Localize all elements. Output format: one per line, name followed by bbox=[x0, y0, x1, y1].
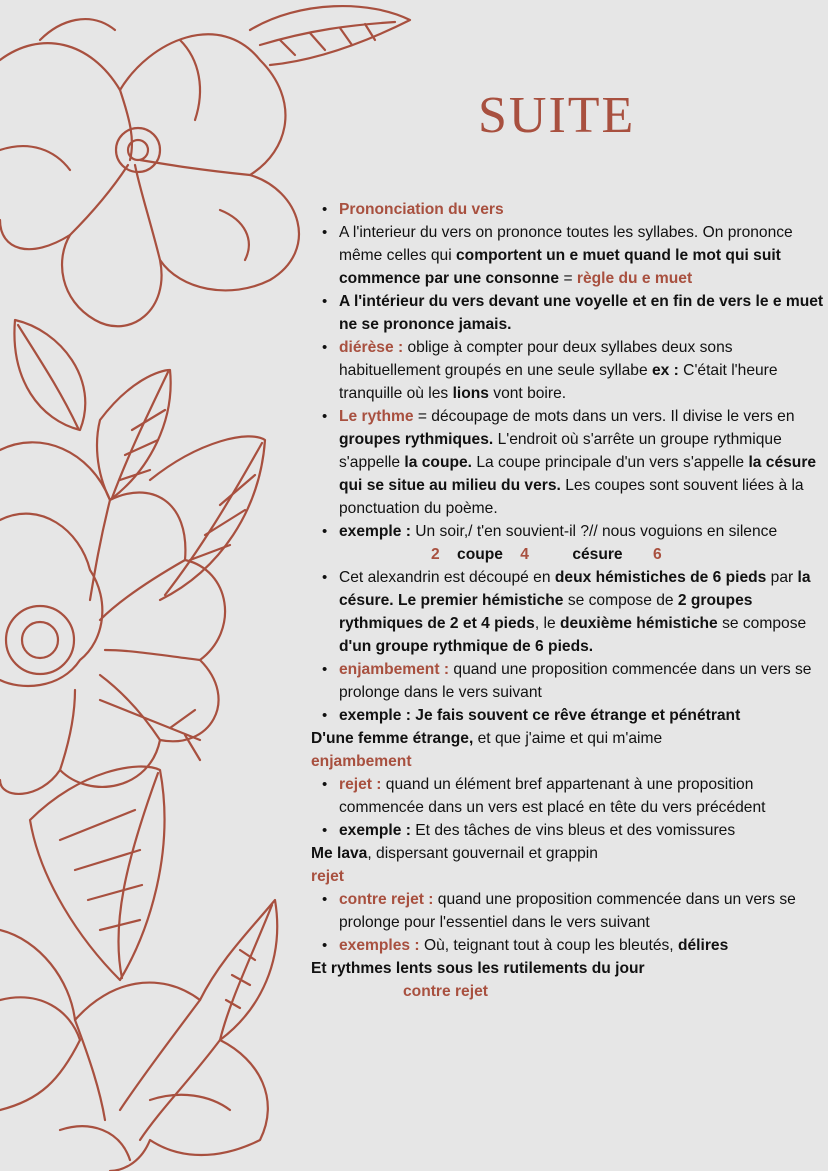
notes-list-4 bbox=[311, 888, 828, 957]
scan-label: césure bbox=[572, 546, 623, 563]
verse-caption bbox=[311, 750, 828, 773]
bold-text: la césure qui se situe au milieu du vers. bbox=[339, 454, 817, 494]
bold-text: deux hémistiches de 6 pieds bbox=[554, 569, 767, 586]
list-item bbox=[339, 198, 828, 221]
rule-term: règle du e muet bbox=[576, 270, 693, 287]
notes-list-2 bbox=[311, 566, 828, 727]
list-item bbox=[339, 520, 828, 543]
text: Et des tâches de vins bleus et des vomissures bbox=[410, 822, 736, 839]
caption-enjambement: enjambement bbox=[311, 753, 412, 770]
list-item bbox=[339, 704, 828, 727]
scan-label: coupe bbox=[457, 546, 503, 563]
list-item bbox=[339, 888, 828, 934]
text: quand un élément bref appartenant à une proposition commencée dans un vers est placé en tête du vers précédent bbox=[339, 776, 766, 816]
verse-line bbox=[311, 957, 828, 980]
term-rythme: Le rythme bbox=[339, 408, 414, 425]
page-title: SUITE bbox=[478, 87, 636, 144]
bold-text: délires bbox=[677, 937, 729, 954]
text: , le bbox=[534, 615, 560, 632]
bold-text: Me lava bbox=[311, 845, 368, 862]
list-item bbox=[339, 405, 828, 520]
text: oblige à compter pour deux syllabes deux sons habituellement groupés en une seule syllabe bbox=[339, 339, 733, 379]
list-item bbox=[339, 566, 828, 658]
list-item bbox=[339, 934, 828, 957]
bold-text: exemple : bbox=[339, 523, 411, 540]
list-item bbox=[339, 290, 828, 336]
text: A l'interieur du vers on prononce toutes les syllabes. On prononce même celles qui bbox=[339, 224, 793, 264]
text: vont boire. bbox=[488, 385, 567, 402]
content bbox=[311, 198, 828, 1003]
term-enjambement: enjambement : bbox=[339, 661, 450, 678]
bold-text: d'un groupe rythmique de 6 pieds. bbox=[339, 638, 594, 655]
text: par bbox=[766, 569, 798, 586]
verse-caption bbox=[311, 980, 828, 1003]
scan-number: 2 bbox=[431, 546, 440, 563]
text: quand une proposition commencée dans un vers se prolonge dans le vers suivant bbox=[339, 661, 812, 701]
verse-caption bbox=[311, 865, 828, 888]
text: quand une proposition commencée dans un vers se prolonge pour l'essentiel dans le vers suivant bbox=[339, 891, 796, 931]
bold-text: ex : bbox=[651, 362, 679, 379]
bold-text: exemple : Je fais souvent ce rêve étrange et pénétrant bbox=[339, 707, 741, 724]
text: Où, teignant tout à coup les bleutés, bbox=[419, 937, 678, 954]
bold-text: Et rythmes lents sous les rutilements du jour bbox=[311, 960, 645, 977]
text: et que j'aime et qui m'aime bbox=[473, 730, 663, 747]
list-item bbox=[339, 658, 828, 704]
text: C'était l'heure tranquille où les bbox=[339, 362, 778, 402]
large-leaf bbox=[30, 767, 164, 980]
verse-line bbox=[311, 727, 828, 750]
notes-list-1 bbox=[311, 198, 828, 543]
bold-text: 2 groupes rythmiques de 2 et 4 pieds bbox=[339, 592, 753, 632]
text: se compose de bbox=[563, 592, 678, 609]
text: L'endroit où s'arrête un groupe rythmique s'appelle bbox=[339, 431, 782, 471]
term-contre-rejet: contre rejet : bbox=[339, 891, 434, 908]
text: Un soir,/ t'en souvient-il ?// nous voguions en silence bbox=[410, 523, 778, 540]
caption-contre-rejet: contre rejet bbox=[403, 983, 488, 1000]
bold-text: D'une femme étrange, bbox=[311, 730, 474, 747]
list-item bbox=[339, 819, 828, 842]
bold-text: A l'intérieur du vers devant une voyelle et en fin de vers le e muet ne se prononce jamais. bbox=[339, 293, 824, 333]
text: Les coupes sont souvent liées à la ponctuation du poème. bbox=[339, 477, 804, 517]
term-exemples: exemples : bbox=[339, 937, 420, 954]
verse-line bbox=[311, 842, 828, 865]
notes-list-3 bbox=[311, 773, 828, 842]
caption-rejet: rejet bbox=[311, 868, 344, 885]
text: = bbox=[559, 270, 577, 287]
bold-text: exemple : bbox=[339, 822, 411, 839]
list-item bbox=[339, 336, 828, 405]
text: Cet alexandrin est découpé en bbox=[339, 569, 555, 586]
text: = découpage de mots dans un vers. Il divise le vers en bbox=[413, 408, 795, 425]
text: , dispersant gouvernail et grappin bbox=[367, 845, 598, 862]
scansion-line bbox=[311, 543, 828, 566]
list-item bbox=[339, 221, 828, 290]
text: se compose bbox=[717, 615, 807, 632]
leaf-cluster bbox=[14, 320, 170, 500]
list-item bbox=[339, 773, 828, 819]
bold-text: groupes rythmiques. bbox=[339, 431, 494, 448]
term-dierese: diérèse : bbox=[339, 339, 404, 356]
bold-text: lions bbox=[452, 385, 489, 402]
bold-text: la coupe. bbox=[404, 454, 472, 471]
scan-number: 6 bbox=[652, 546, 662, 563]
bold-text: la césure. Le premier hémistiche bbox=[339, 569, 811, 609]
text: La coupe principale d'un vers s'appelle bbox=[472, 454, 749, 471]
middle-flower bbox=[0, 436, 265, 794]
term-rejet: rejet : bbox=[339, 776, 382, 793]
bold-text: comportent un e muet quand le mot qui suit commence par une consonne bbox=[339, 247, 781, 287]
bold-text: deuxième hémistiche bbox=[560, 615, 718, 632]
heading-prononciation: Prononciation du vers bbox=[339, 201, 504, 218]
scan-number: 4 bbox=[520, 546, 529, 563]
